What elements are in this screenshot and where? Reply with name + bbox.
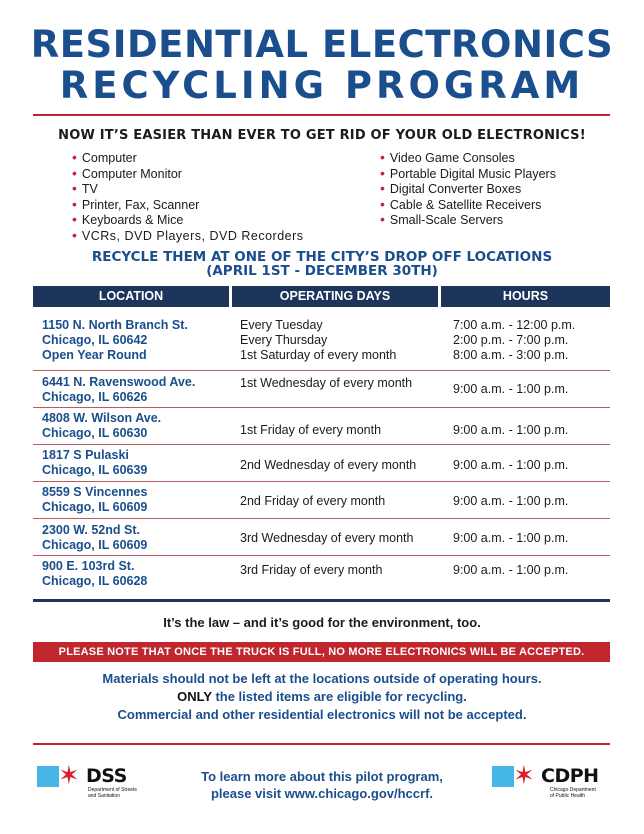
list-item: • Cable & Satellite Receivers <box>380 195 542 212</box>
table-bottom-border <box>33 599 610 602</box>
list-item: • Digital Converter Boxes <box>380 180 522 196</box>
location-city: Chicago, IL 60642 <box>42 333 148 347</box>
law-statement: It’s the law – and it’s good for the environment, too. <box>163 615 481 630</box>
column-header-operating-days: OPERATING DAYS <box>232 286 438 307</box>
row-divider <box>33 370 610 371</box>
footer-divider <box>33 743 610 745</box>
operating-days: 2nd Friday of every month <box>240 494 386 508</box>
dss-logo-subtitle: Department of Streets and Sanitation <box>88 787 137 799</box>
operating-days: 3rd Wednesday of every month <box>240 531 414 545</box>
truck-full-notice: PLEASE NOTE THAT ONCE THE TRUCK IS FULL, NO MORE ELECTRONICS WILL BE ACCEPTED. <box>33 642 610 662</box>
row-divider <box>33 444 610 445</box>
hours: 9:00 a.m. - 1:00 p.m. <box>453 494 569 508</box>
recycle-dates: (APRIL 1ST - DECEMBER 30TH) <box>206 263 438 279</box>
recycle-heading: RECYCLE THEM AT ONE OF THE CITY’S DROP OFF LOCATIONS <box>91 249 553 265</box>
operating-days: 2nd Wednesday of every month <box>240 458 417 472</box>
table-row: 1817 S Pulaski Chicago, IL 60639 <box>42 448 148 477</box>
row-divider <box>33 555 610 556</box>
title-divider <box>33 114 610 116</box>
hours: 9:00 a.m. - 1:00 p.m. <box>453 531 569 545</box>
list-item: • Printer, Fax, Scanner <box>72 195 200 212</box>
dss-logo-name: DSS <box>86 765 127 787</box>
list-item: • Computer <box>72 149 137 165</box>
list-item: • VCRs, DVD Players, DVD Recorders <box>72 226 304 243</box>
list-item: • Portable Digital Music Players <box>380 164 556 181</box>
table-row: 6441 N. Ravenswood Ave. Chicago, IL 60626 <box>42 375 196 404</box>
cdph-logo-square <box>492 766 514 787</box>
footer-text: To learn more about this pilot program, please visit www.chicago.gov/hccrf. <box>201 769 443 801</box>
list-item: • Keyboards & Mice <box>72 211 184 227</box>
table-row <box>42 318 188 363</box>
cdph-logo-name: CDPH <box>541 765 599 787</box>
hours: 9:00 a.m. - 1:00 p.m. <box>453 423 569 437</box>
row-divider <box>33 481 610 482</box>
table-row: 4808 W. Wilson Ave. Chicago, IL 60630 <box>42 411 162 440</box>
table-row: 900 E. 103rd St. Chicago, IL 60628 <box>42 559 148 588</box>
operating-days: 1st Friday of every month <box>240 423 382 437</box>
title-line-1: RESIDENTIAL ELECTRONICS <box>30 23 614 66</box>
star-icon: ✶ <box>513 760 535 790</box>
operating-days: 3rd Friday of every month <box>240 563 383 577</box>
operating-days: Every Tuesday Every Thursday 1st Saturday of every month <box>240 318 397 362</box>
materials-line-2: ONLY the listed items are eligible for recycling. <box>177 689 467 704</box>
list-item: • Computer Monitor <box>72 164 182 181</box>
table-row: 8559 S Vincennes Chicago, IL 60609 <box>42 485 148 514</box>
column-header-hours: HOURS <box>441 286 610 307</box>
materials-line-1: Materials should not be left at the locations outside of operating hours. <box>102 671 542 686</box>
title-line-2: RECYCLING PROGRAM <box>59 64 585 107</box>
hours: 9:00 a.m. - 1:00 p.m. <box>453 382 569 396</box>
materials-line-3: Commercial and other residential electronics will not be accepted. <box>117 707 527 722</box>
items-list-right <box>380 150 556 228</box>
star-icon: ✶ <box>58 760 80 790</box>
table-row: 2300 W. 52nd St. Chicago, IL 60609 <box>42 523 148 552</box>
location-street: 1150 N. North Branch St. <box>42 318 188 332</box>
items-list-left <box>72 150 304 243</box>
hours: 7:00 a.m. - 12:00 p.m. 2:00 p.m. - 7:00 p.m. 8:00 a.m. - 3:00 p.m. <box>453 318 576 362</box>
cdph-logo-subtitle: Chicago Department of Public Health <box>550 787 596 799</box>
location-note: Open Year Round <box>42 348 147 362</box>
hours: 9:00 a.m. - 1:00 p.m. <box>453 563 569 577</box>
operating-days: 1st Wednesday of every month <box>240 376 413 390</box>
list-item: • Small-Scale Servers <box>380 211 504 227</box>
row-divider <box>33 518 610 519</box>
list-item: • Video Game Consoles <box>380 149 515 165</box>
row-divider <box>33 407 610 408</box>
column-header-location: LOCATION <box>33 286 229 307</box>
list-item: • TV <box>72 180 98 196</box>
hours: 9:00 a.m. - 1:00 p.m. <box>453 458 569 472</box>
headline: NOW IT’S EASIER THAN EVER TO GET RID OF YOUR OLD ELECTRONICS! <box>58 128 586 143</box>
